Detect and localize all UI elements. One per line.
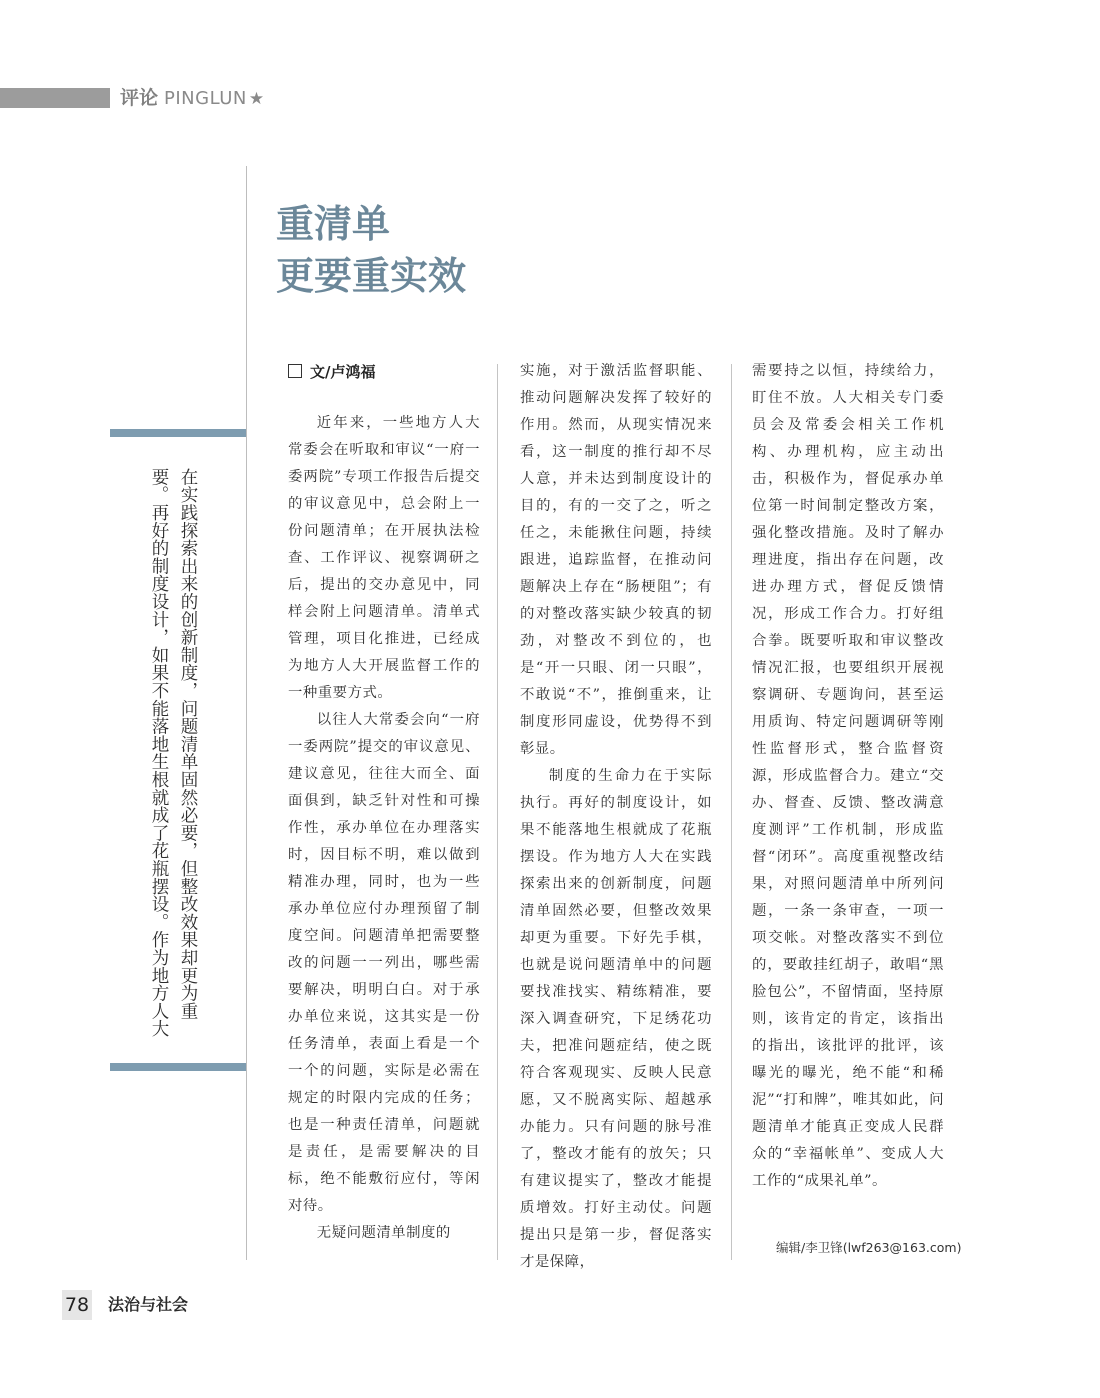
column-divider-2 xyxy=(731,364,732,1260)
paragraph: 实施，对于激活监督职能、推动问题解决发挥了较好的作用。然而，从现实情况来看，这一制度的推行却不尽人意，并未达到制度设计的目的，有的一交了之，听之任之，未能揪住问题，持续跟进，追踪监督，在推动问题解决上存在“肠梗阻”；有的对整改落实缺少较真的韧劲，对整改不到位的，也是“开一只眼、闭一只眼”，不敢说“不”，推倒重来，让制度形同虚设，优势得不到彰显。 xyxy=(520,363,712,757)
text-column-1 xyxy=(288,410,480,1247)
byline-author: 文/卢鸿福 xyxy=(310,363,376,381)
paragraph: 以往人大常委会向“一府一委两院”提交的审议意见、建议意见，往往大而全、面面俱到，缺乏针对性和可操作性，承办单位在办理落实时，因目标不明，难以做到精准办理，同时，也为一些承办单位应付办理预留了制度空间。问题清单把需要整改的问题一一列出，哪些需要解决，明明白白。对于承办单位来说，这其实是一份任务清单，表面上看是一个一个的问题，实际是必需在规定的时限内完成的任务；也是一种责任清单，问题就是责任，是需要解决的目标，绝不能敷衍应付，等闲对待。 xyxy=(288,712,480,1214)
section-label-cn: 评论 xyxy=(120,87,159,109)
paragraph: 无疑问题清单制度的 xyxy=(316,1225,451,1241)
page-number: 78 xyxy=(62,1290,92,1320)
paragraph: 近年来，一些地方人大常委会在听取和审议“一府一委两院”专项工作报告后提交的审议意见中，总会附上一份问题清单；在开展执法检查、工作评议、视察调研之后，提出的交办意见中，同样会附上问题清单。清单式管理，项目化推进，已经成为地方人大开展监督工作的一种重要方式。 xyxy=(288,415,480,701)
article-title xyxy=(276,198,536,302)
title-line-1: 重清单 xyxy=(276,202,391,246)
editor-credit: 编辑/李卫锋(lwf263@163.com) xyxy=(776,1240,962,1255)
magazine-name: 法治与社会 xyxy=(108,1295,189,1314)
section-label xyxy=(120,84,264,112)
pull-quote-bar-top xyxy=(110,429,246,437)
column-divider-1 xyxy=(497,364,498,1260)
star-icon: ★ xyxy=(248,89,265,109)
square-icon xyxy=(288,364,302,378)
text-column-3 xyxy=(752,358,944,1195)
paragraph: 制度的生命力在于实际执行。再好的制度设计，如果不能落地生根就成了花瓶摆设。作为地方人大在实践探索出来的创新制度，问题清单固然必要，但整改效果却更为重要。下好先手棋，也就是说问题清单中的问题要找准找实、精练精准，要深入调查研究，下足绣花功夫，把准问题症结，使之既符合客观现实、反映人民意愿，又不脱离实际、超越承办能力。只有问题的脉号准了，整改才能有的放矢；只有建议提实了，整改才能提质增效。打好主动仗。问题提出只是第一步，督促落实才是保障， xyxy=(520,768,712,1270)
text-column-2 xyxy=(520,358,712,1276)
byline xyxy=(288,360,375,384)
pull-quote-bar-bottom xyxy=(110,1063,246,1071)
left-divider xyxy=(246,166,247,1260)
pull-quote: 在实践探索出来的创新制度，问题清单固然必要，但整改效果却更为重要。再好的制度设计，如果不能落地生根就成了花瓶摆设。作为地方人大 xyxy=(149,468,198,1038)
section-header-bar xyxy=(0,88,110,108)
section-label-en: PINGLUN xyxy=(164,88,247,109)
paragraph: 需要持之以恒，持续给力，盯住不放。人大相关专门委员会及常委会相关工作机构、办理机构，应主动出击，积极作为，督促承办单位第一时间制定整改方案，强化整改措施。及时了解办理进度，指出存在问题，改进办理方式，督促反馈情况，形成工作合力。打好组合拳。既要听取和审议整改情况汇报，也要组织开展视察调研、专题询问，甚至运用质询、特定问题调研等刚性监督形式，整合监督资源，形成监督合力。建立“交办、督查、反馈、整改满意度测评”工作机制，形成监督“闭环”。高度重视整改结果，对照问题清单中所列问题，一条一条审查，一项一项交帐。对整改落实不到位的，要敢挂红胡子，敢唱“黑脸包公”，不留情面，坚持原则，该肯定的肯定，该指出的指出，该批评的批评，该曝光的曝光，绝不能“和稀泥”“打和牌”，唯其如此，问题清单才能真正变成人民群众的“幸福帐单”、变成人大工作的“成果礼单”。 xyxy=(752,363,944,1189)
title-line-2: 更要重实效 xyxy=(276,254,467,298)
